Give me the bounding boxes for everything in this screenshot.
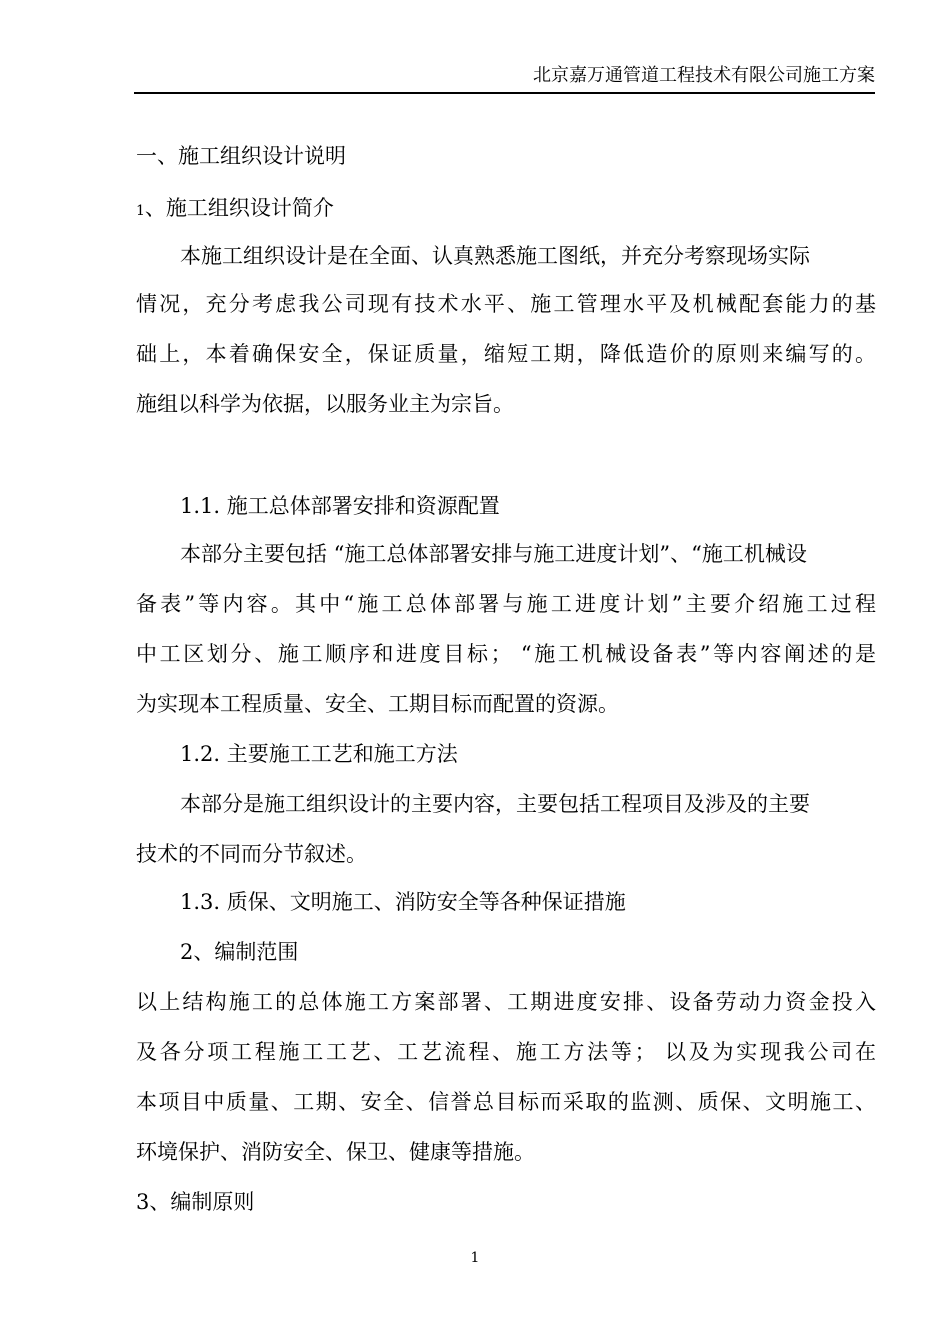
subsection-1-2: 1.2. 主要施工工艺和施工方法 bbox=[180, 742, 458, 766]
para2-line-1: 本部分主要包括 “施工总体部署安排与施工进度计划”、“施工机械设 bbox=[180, 542, 807, 566]
page-number: 1 bbox=[470, 1250, 480, 1266]
para2-line-2: 备表”等内容。其中“施工总体部署与施工进度计划”主要介绍施工过程 bbox=[136, 592, 876, 616]
para4-line-3: 本项目中质量、工期、安全、信誉总目标而采取的监测、质保、文明施工、 bbox=[136, 1090, 876, 1114]
subsection-1-1: 1.1. 施工总体部署安排和资源配置 bbox=[180, 494, 500, 518]
header-rule bbox=[134, 92, 875, 94]
para1-line-2: 情况，充分考虑我公司现有技术水平、施工管理水平及机械配套能力的基 bbox=[136, 292, 876, 316]
section-2-heading: 2、编制范围 bbox=[180, 940, 299, 964]
section-1-title: 、施工组织设计简介 bbox=[144, 196, 334, 220]
para1-line-3: 础上，本着确保安全，保证质量，缩短工期，降低造价的原则来编写的。 bbox=[136, 342, 876, 366]
para4-line-1: 以上结构施工的总体施工方案部署、工期进度安排、设备劳动力资金投入 bbox=[136, 990, 876, 1014]
section-3-heading: 3、编制原则 bbox=[136, 1190, 255, 1214]
para2-line-3: 中工区划分、施工顺序和进度目标； “施工机械设备表”等内容阐述的是 bbox=[136, 642, 876, 666]
para4-line-2: 及各分项工程施工工艺、工艺流程、施工方法等； 以及为实现我公司在 bbox=[136, 1040, 876, 1064]
heading-main: 一、施工组织设计说明 bbox=[136, 144, 346, 168]
para1-line-1: 本施工组织设计是在全面、认真熟悉施工图纸，并充分考察现场实际 bbox=[180, 244, 810, 268]
page-header: 北京嘉万通管道工程技术有限公司施工方案 bbox=[533, 65, 875, 86]
para3-line-2: 技术的不同而分节叙述。 bbox=[136, 842, 367, 866]
para4-line-4: 环境保护、消防安全、保卫、健康等措施。 bbox=[136, 1140, 535, 1164]
para3-line-1: 本部分是施工组织设计的主要内容，主要包括工程项目及涉及的主要 bbox=[180, 792, 810, 816]
para1-line-4: 施组以科学为依据，以服务业主为宗旨。 bbox=[136, 392, 514, 416]
section-1-number: 1 bbox=[136, 203, 145, 219]
para2-line-4: 为实现本工程质量、安全、工期目标而配置的资源。 bbox=[136, 692, 619, 716]
section-1-heading bbox=[136, 194, 876, 225]
subsection-1-3: 1.3. 质保、文明施工、消防安全等各种保证措施 bbox=[180, 890, 626, 914]
